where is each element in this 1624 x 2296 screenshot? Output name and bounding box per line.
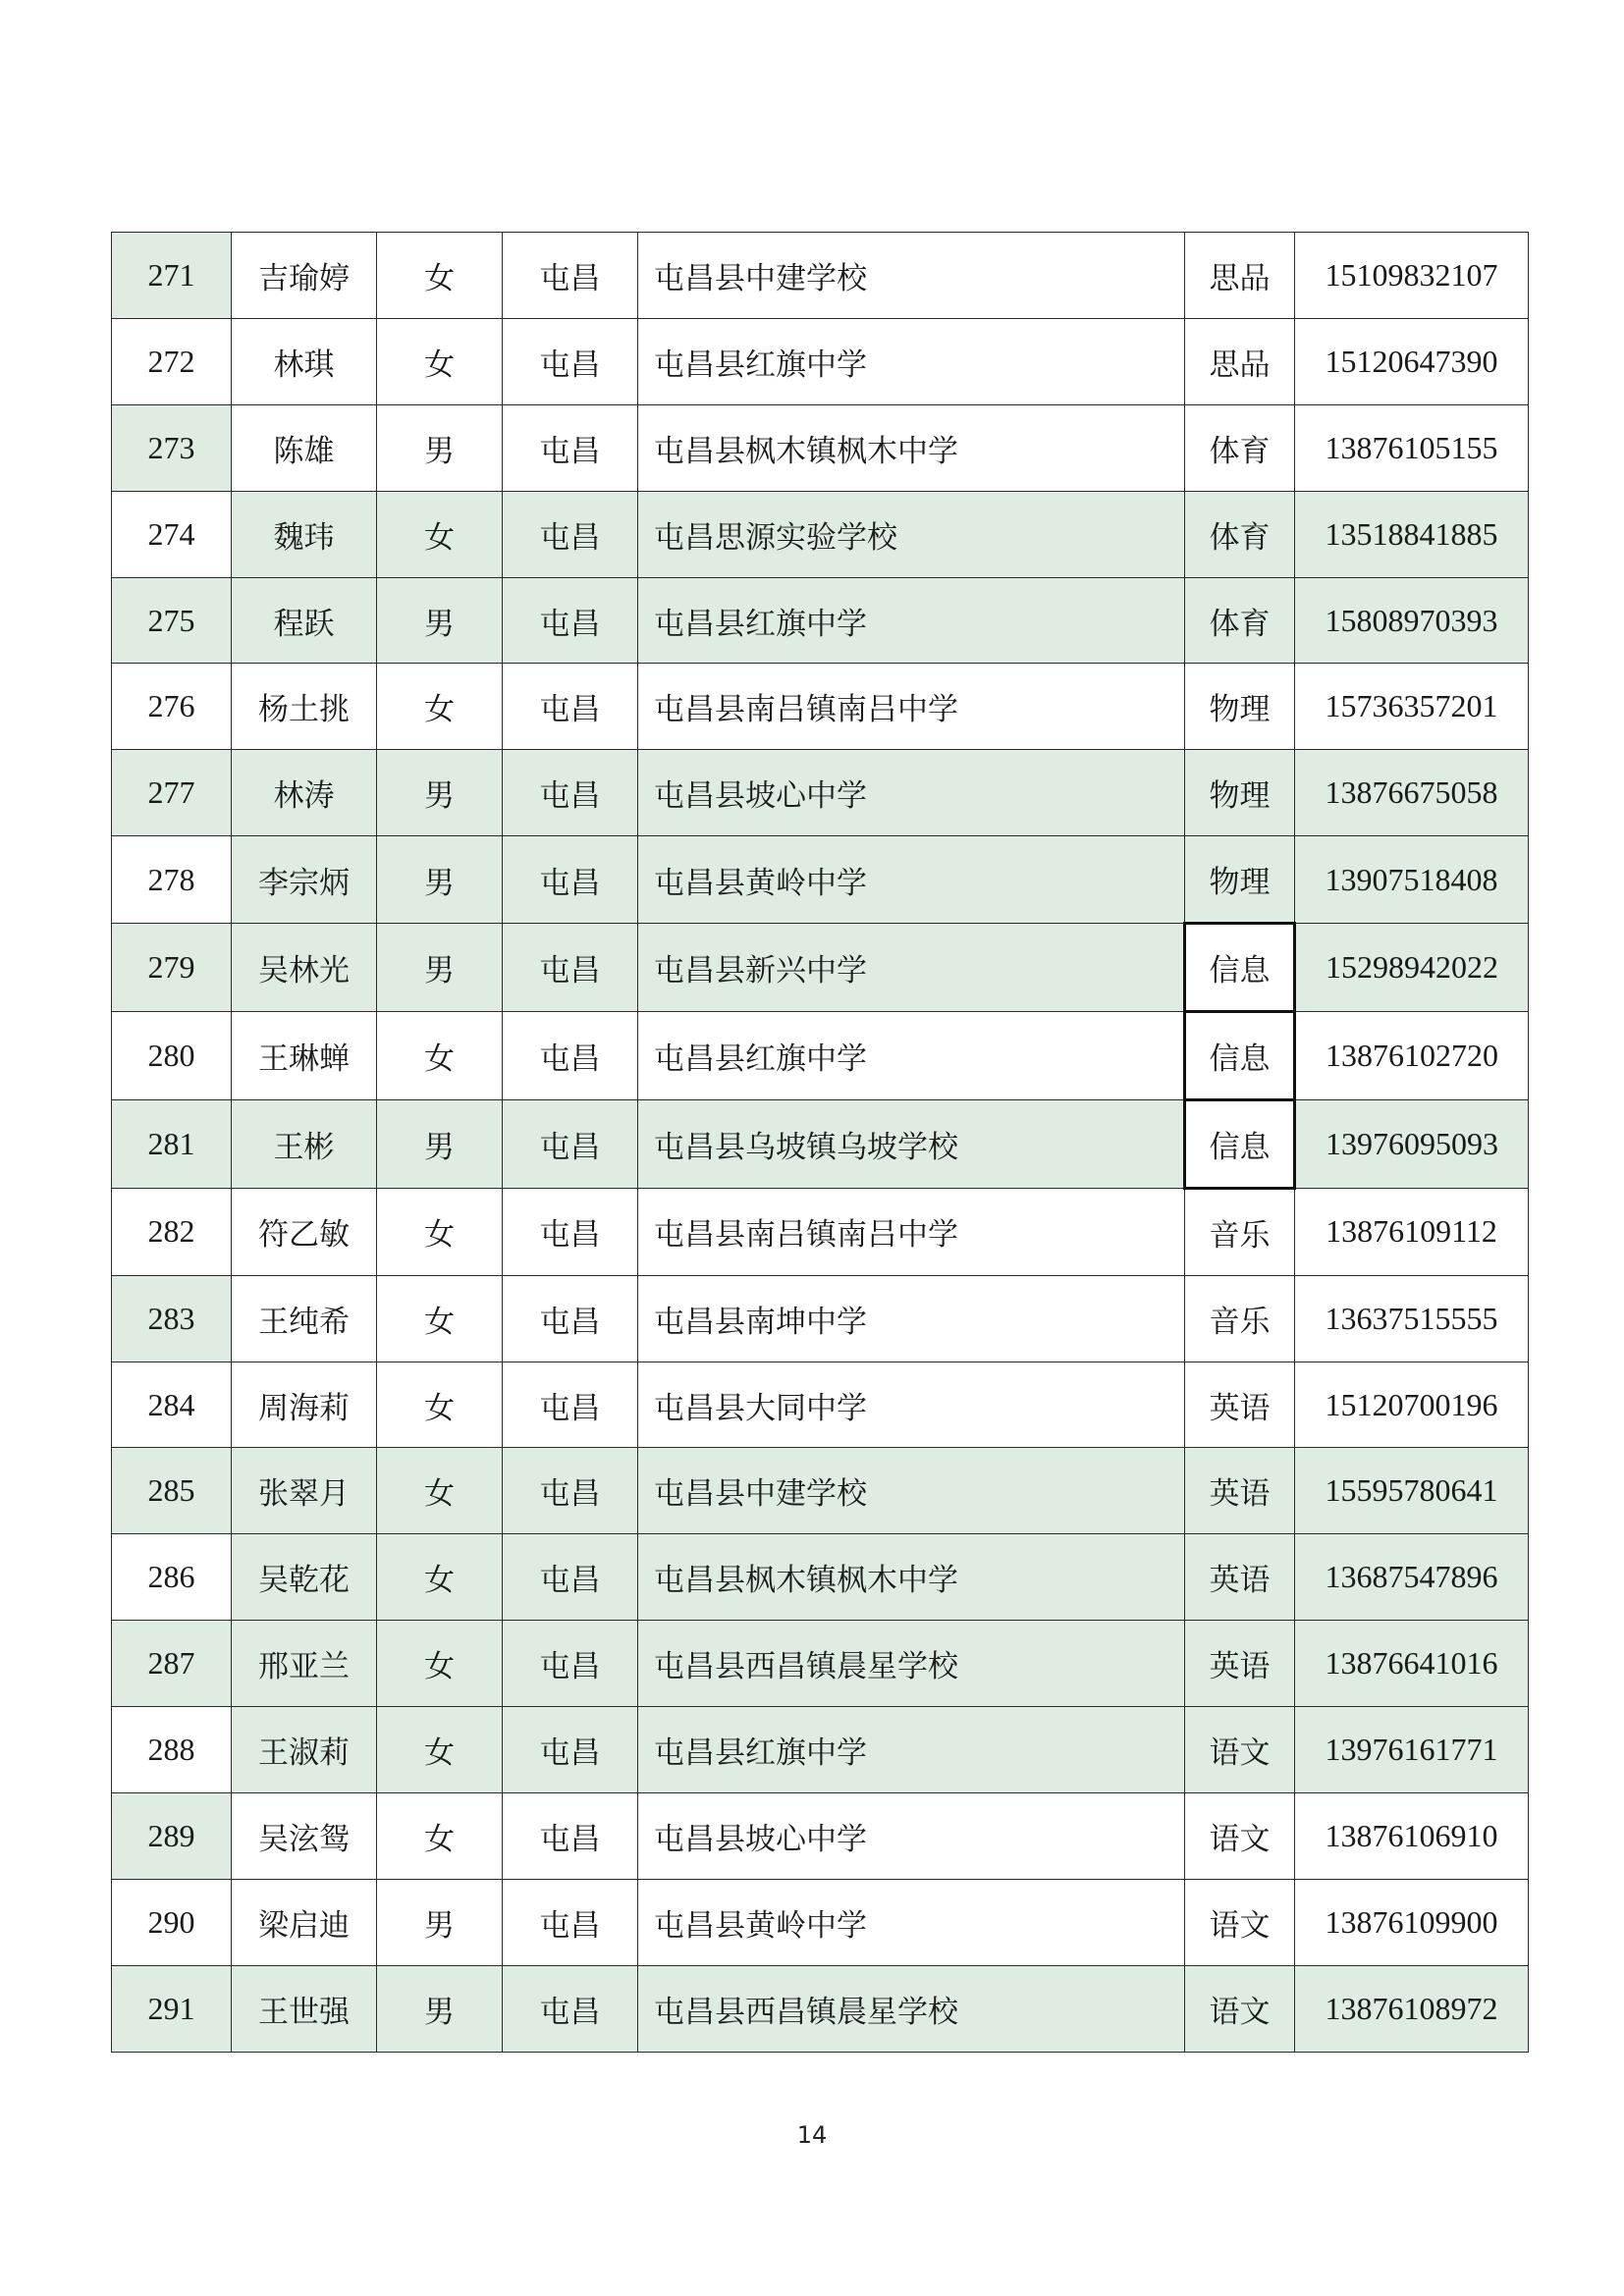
- cell-county: 屯昌: [503, 1362, 638, 1448]
- cell-school: 屯昌县大同中学: [638, 1362, 1185, 1448]
- cell-subject: 物理: [1185, 750, 1295, 836]
- cell-county: 屯昌: [503, 1879, 638, 1965]
- cell-school: 屯昌县黄岭中学: [638, 1879, 1185, 1965]
- cell-subject: 体育: [1185, 491, 1295, 577]
- cell-phone: 15120647390: [1295, 318, 1529, 404]
- cell-subject: 信息: [1185, 924, 1295, 1012]
- cell-school: 屯昌县坡心中学: [638, 1793, 1185, 1880]
- table-row: [112, 491, 1529, 577]
- cell-phone: 13687547896: [1295, 1534, 1529, 1621]
- cell-county: 屯昌: [503, 924, 638, 1012]
- cell-school: 屯昌县红旗中学: [638, 1012, 1185, 1100]
- cell-school: 屯昌县枫木镇枫木中学: [638, 1534, 1185, 1621]
- cell-name: 王琳蝉: [232, 1012, 377, 1100]
- cell-gender: 女: [377, 1188, 503, 1275]
- cell-county: 屯昌: [503, 664, 638, 750]
- cell-school: 屯昌县南坤中学: [638, 1275, 1185, 1362]
- cell-gender: 女: [377, 1448, 503, 1534]
- cell-county: 屯昌: [503, 404, 638, 491]
- cell-phone: 13876108972: [1295, 1965, 1529, 2052]
- cell-subject: 信息: [1185, 1099, 1295, 1188]
- table-row: [112, 924, 1529, 1012]
- cell-number: 277: [112, 750, 232, 836]
- cell-number: 287: [112, 1621, 232, 1707]
- cell-gender: 女: [377, 1621, 503, 1707]
- cell-subject: 音乐: [1185, 1188, 1295, 1275]
- cell-name: 李宗炳: [232, 836, 377, 924]
- cell-county: 屯昌: [503, 1965, 638, 2052]
- cell-name: 梁启迪: [232, 1879, 377, 1965]
- table-row: [112, 577, 1529, 664]
- cell-number: 286: [112, 1534, 232, 1621]
- table-row: [112, 1534, 1529, 1621]
- cell-gender: 男: [377, 924, 503, 1012]
- cell-subject: 物理: [1185, 836, 1295, 924]
- cell-subject: 音乐: [1185, 1275, 1295, 1362]
- cell-name: 符乙敏: [232, 1188, 377, 1275]
- cell-number: 272: [112, 318, 232, 404]
- cell-subject: 思品: [1185, 318, 1295, 404]
- cell-phone: 13907518408: [1295, 836, 1529, 924]
- cell-number: 280: [112, 1012, 232, 1100]
- cell-school: 屯昌县西昌镇晨星学校: [638, 1965, 1185, 2052]
- cell-name: 吉瑜婷: [232, 233, 377, 319]
- cell-name: 王世强: [232, 1965, 377, 2052]
- cell-gender: 女: [377, 1012, 503, 1100]
- cell-subject: 英语: [1185, 1534, 1295, 1621]
- cell-number: 291: [112, 1965, 232, 2052]
- cell-subject: 思品: [1185, 233, 1295, 319]
- cell-phone: 15595780641: [1295, 1448, 1529, 1534]
- cell-school: 屯昌县红旗中学: [638, 577, 1185, 664]
- cell-phone: 13637515555: [1295, 1275, 1529, 1362]
- cell-school: 屯昌县坡心中学: [638, 750, 1185, 836]
- cell-subject: 物理: [1185, 664, 1295, 750]
- cell-school: 屯昌县黄岭中学: [638, 836, 1185, 924]
- cell-county: 屯昌: [503, 750, 638, 836]
- cell-county: 屯昌: [503, 1012, 638, 1100]
- cell-school: 屯昌县乌坡镇乌坡学校: [638, 1099, 1185, 1188]
- cell-number: 276: [112, 664, 232, 750]
- table-row: [112, 1188, 1529, 1275]
- table-row: [112, 836, 1529, 924]
- table-row: [112, 1879, 1529, 1965]
- cell-gender: 男: [377, 836, 503, 924]
- cell-county: 屯昌: [503, 577, 638, 664]
- cell-phone: 13876102720: [1295, 1012, 1529, 1100]
- cell-number: 273: [112, 404, 232, 491]
- cell-gender: 女: [377, 491, 503, 577]
- cell-county: 屯昌: [503, 1188, 638, 1275]
- cell-gender: 女: [377, 233, 503, 319]
- cell-county: 屯昌: [503, 318, 638, 404]
- cell-phone: 13876641016: [1295, 1621, 1529, 1707]
- cell-school: 屯昌县中建学校: [638, 1448, 1185, 1534]
- cell-number: 282: [112, 1188, 232, 1275]
- cell-county: 屯昌: [503, 1707, 638, 1793]
- cell-number: 284: [112, 1362, 232, 1448]
- cell-school: 屯昌县西昌镇晨星学校: [638, 1621, 1185, 1707]
- cell-subject: 体育: [1185, 577, 1295, 664]
- table-row: [112, 1362, 1529, 1448]
- cell-phone: 13876109112: [1295, 1188, 1529, 1275]
- cell-phone: 13976095093: [1295, 1099, 1529, 1188]
- cell-subject: 英语: [1185, 1621, 1295, 1707]
- cell-gender: 女: [377, 318, 503, 404]
- cell-phone: 15808970393: [1295, 577, 1529, 664]
- cell-gender: 男: [377, 1965, 503, 2052]
- cell-gender: 女: [377, 1707, 503, 1793]
- table-row: [112, 1099, 1529, 1188]
- cell-name: 魏玮: [232, 491, 377, 577]
- cell-gender: 男: [377, 1099, 503, 1188]
- table-row: [112, 664, 1529, 750]
- table-row: [112, 1448, 1529, 1534]
- cell-subject: 语文: [1185, 1793, 1295, 1880]
- cell-name: 王彬: [232, 1099, 377, 1188]
- table-row: [112, 318, 1529, 404]
- cell-phone: 15298942022: [1295, 924, 1529, 1012]
- cell-phone: 15736357201: [1295, 664, 1529, 750]
- cell-gender: 男: [377, 750, 503, 836]
- cell-county: 屯昌: [503, 491, 638, 577]
- cell-county: 屯昌: [503, 1275, 638, 1362]
- cell-subject: 体育: [1185, 404, 1295, 491]
- cell-name: 邢亚兰: [232, 1621, 377, 1707]
- cell-phone: 13518841885: [1295, 491, 1529, 577]
- cell-name: 吴乾花: [232, 1534, 377, 1621]
- table-row: [112, 750, 1529, 836]
- cell-number: 281: [112, 1099, 232, 1188]
- cell-name: 王纯希: [232, 1275, 377, 1362]
- cell-school: 屯昌县新兴中学: [638, 924, 1185, 1012]
- cell-name: 杨土挑: [232, 664, 377, 750]
- cell-gender: 男: [377, 1879, 503, 1965]
- cell-county: 屯昌: [503, 233, 638, 319]
- cell-name: 吴泫鸳: [232, 1793, 377, 1880]
- cell-county: 屯昌: [503, 1534, 638, 1621]
- cell-subject: 信息: [1185, 1012, 1295, 1100]
- cell-number: 274: [112, 491, 232, 577]
- table-row: [112, 1793, 1529, 1880]
- cell-gender: 女: [377, 664, 503, 750]
- page-number: 14: [796, 2121, 828, 2149]
- cell-phone: 13876106910: [1295, 1793, 1529, 1880]
- cell-county: 屯昌: [503, 836, 638, 924]
- cell-name: 林琪: [232, 318, 377, 404]
- cell-number: 283: [112, 1275, 232, 1362]
- cell-gender: 女: [377, 1793, 503, 1880]
- cell-phone: 15109832107: [1295, 233, 1529, 319]
- table-row: [112, 1012, 1529, 1100]
- cell-school: 屯昌县枫木镇枫木中学: [638, 404, 1185, 491]
- cell-subject: 语文: [1185, 1707, 1295, 1793]
- cell-subject: 英语: [1185, 1448, 1295, 1534]
- table-row: [112, 1707, 1529, 1793]
- cell-number: 271: [112, 233, 232, 319]
- cell-phone: 13976161771: [1295, 1707, 1529, 1793]
- cell-school: 屯昌县南吕镇南吕中学: [638, 1188, 1185, 1275]
- cell-name: 林涛: [232, 750, 377, 836]
- cell-county: 屯昌: [503, 1621, 638, 1707]
- cell-gender: 女: [377, 1534, 503, 1621]
- cell-subject: 英语: [1185, 1362, 1295, 1448]
- table-row: [112, 1275, 1529, 1362]
- table-row: [112, 1965, 1529, 2052]
- cell-number: 289: [112, 1793, 232, 1880]
- participant-table: [111, 232, 1529, 2053]
- cell-school: 屯昌县中建学校: [638, 233, 1185, 319]
- cell-gender: 女: [377, 1362, 503, 1448]
- cell-school: 屯昌县南吕镇南吕中学: [638, 664, 1185, 750]
- cell-number: 290: [112, 1879, 232, 1965]
- cell-county: 屯昌: [503, 1793, 638, 1880]
- cell-phone: 13876109900: [1295, 1879, 1529, 1965]
- cell-phone: 13876675058: [1295, 750, 1529, 836]
- cell-gender: 男: [377, 404, 503, 491]
- cell-phone: 15120700196: [1295, 1362, 1529, 1448]
- cell-phone: 13876105155: [1295, 404, 1529, 491]
- cell-name: 吴林光: [232, 924, 377, 1012]
- table-row: [112, 233, 1529, 319]
- table-body: [112, 233, 1529, 2053]
- table-row: [112, 404, 1529, 491]
- cell-school: 屯昌县红旗中学: [638, 318, 1185, 404]
- cell-number: 285: [112, 1448, 232, 1534]
- table-row: [112, 1621, 1529, 1707]
- cell-gender: 男: [377, 577, 503, 664]
- cell-name: 周海莉: [232, 1362, 377, 1448]
- cell-name: 陈雄: [232, 404, 377, 491]
- cell-gender: 女: [377, 1275, 503, 1362]
- cell-school: 屯昌县红旗中学: [638, 1707, 1185, 1793]
- cell-number: 278: [112, 836, 232, 924]
- cell-number: 275: [112, 577, 232, 664]
- cell-name: 张翠月: [232, 1448, 377, 1534]
- cell-school: 屯昌思源实验学校: [638, 491, 1185, 577]
- cell-name: 王淑莉: [232, 1707, 377, 1793]
- cell-number: 279: [112, 924, 232, 1012]
- cell-county: 屯昌: [503, 1448, 638, 1534]
- cell-subject: 语文: [1185, 1879, 1295, 1965]
- cell-county: 屯昌: [503, 1099, 638, 1188]
- cell-subject: 语文: [1185, 1965, 1295, 2052]
- cell-number: 288: [112, 1707, 232, 1793]
- cell-name: 程跃: [232, 577, 377, 664]
